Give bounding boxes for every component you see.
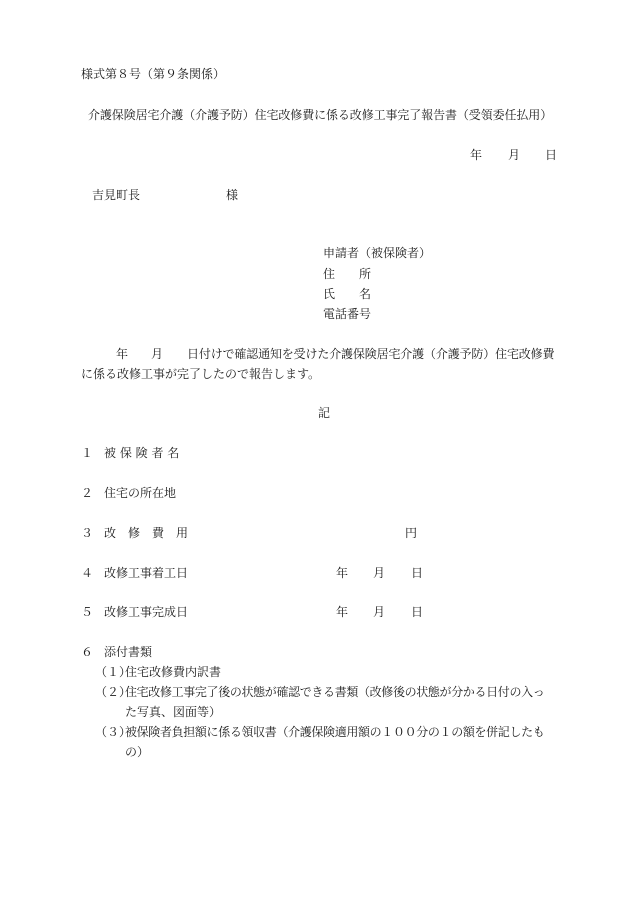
attachment-3-line1: 被保険者負担額に係る領収書（介護保険適用額の１００分の１の額を併記したも: [125, 725, 545, 739]
attachment-2-line1: 住宅改修工事完了後の状態が確認できる書類（改修後の状態が分かる日付の入っ: [125, 685, 545, 699]
applicant-heading: 申請者（被保険者）: [323, 246, 432, 260]
body-year: 年: [116, 347, 129, 361]
applicant-address-label: 住 所: [323, 267, 372, 281]
body-month: 月: [151, 347, 164, 361]
item-5-day: 日: [411, 605, 424, 619]
item-5-month: 月: [373, 605, 386, 619]
item-3-number: ３: [81, 526, 94, 540]
item-4-day: 日: [411, 566, 424, 580]
item-6-number: ６: [81, 645, 94, 659]
item-4-label: 改修工事着工日: [104, 566, 189, 580]
item-3-label: 改 修 費 用: [104, 526, 189, 540]
applicant-name-label: 氏 名: [323, 287, 372, 301]
attachment-2-number: （２）: [95, 685, 132, 699]
attachment-1-text: 住宅改修費内訳書: [125, 665, 222, 679]
ki-heading: 記: [318, 406, 331, 420]
item-5-label: 改修工事完成日: [104, 605, 189, 619]
item-1-label: 被 保 険 者 名: [104, 446, 180, 460]
date-year-label: 年: [470, 148, 483, 162]
item-1-number: １: [81, 446, 94, 460]
applicant-phone-label: 電話番号: [323, 307, 372, 321]
date-day-label: 日: [545, 148, 558, 162]
attachment-2-line2: た写真、図面等）: [125, 705, 222, 719]
item-4-number: ４: [81, 566, 94, 580]
item-4-year: 年: [336, 566, 349, 580]
form-number: 様式第８号（第９条関係）: [81, 67, 226, 81]
addressee-honorific: 様: [226, 188, 239, 202]
body-line2: に係る改修工事が完了したので報告します。: [81, 367, 321, 381]
document-title: 介護保険居宅介護（介護予防）住宅改修費に係る改修工事完了報告書（受領委任払用）: [88, 108, 553, 122]
item-3-yen: 円: [405, 526, 418, 540]
body-line1-rest: 日付けで確認通知を受けた介護保険居宅介護（介護予防）住宅改修費: [187, 347, 555, 361]
item-2-number: ２: [81, 486, 94, 500]
item-6-label: 添付書類: [104, 645, 153, 659]
date-month-label: 月: [508, 148, 521, 162]
item-4-month: 月: [373, 566, 386, 580]
addressee-name: 吉見町長: [92, 188, 141, 202]
item-2-label: 住宅の所在地: [104, 486, 177, 500]
item-5-number: ５: [81, 605, 94, 619]
attachment-1-number: （１）: [95, 665, 132, 679]
attachment-3-line2: の）: [125, 745, 150, 759]
attachment-3-number: （３）: [95, 725, 132, 739]
item-5-year: 年: [336, 605, 349, 619]
